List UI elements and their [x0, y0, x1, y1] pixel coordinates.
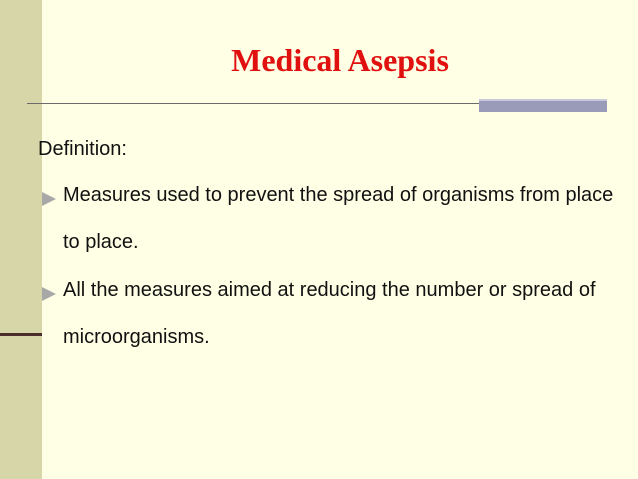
bullet-text: All the measures aimed at reducing the number or spread of microorganisms.: [63, 279, 596, 348]
bullet-arrow-icon: [42, 287, 56, 301]
title-accent-bar: [479, 99, 607, 112]
bullet-text: Measures used to prevent the spread of organisms from place to place.: [63, 184, 614, 253]
slide-title: Medical Asepsis: [231, 42, 449, 78]
bullet-arrow-icon: [42, 192, 56, 206]
left-band-marker: [0, 333, 42, 336]
left-decorative-band: [0, 0, 42, 479]
definition-label: Definition:: [38, 138, 127, 160]
